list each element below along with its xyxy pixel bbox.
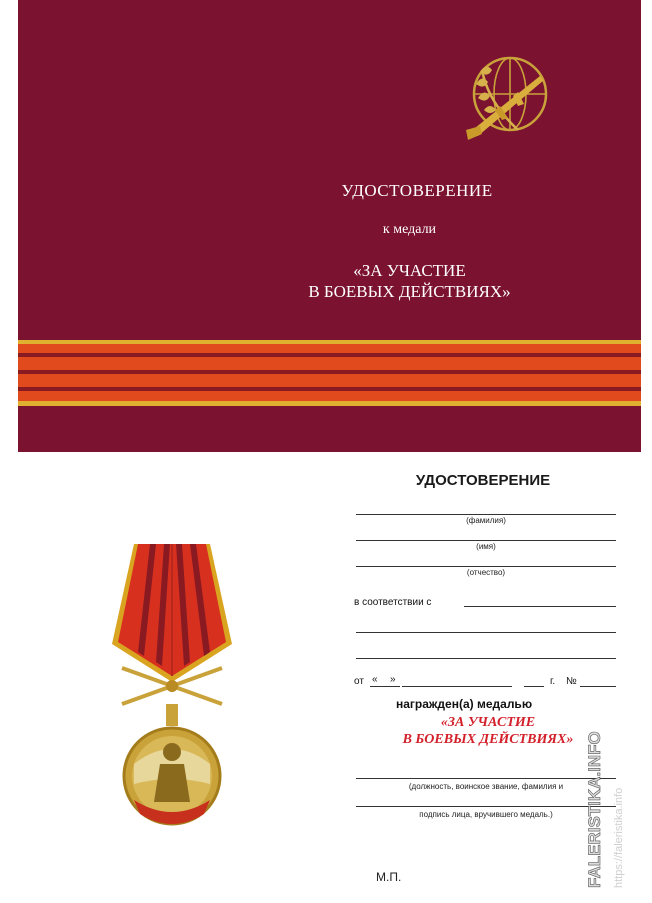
form-title: УДОСТОВЕРЕНИЕ	[415, 472, 551, 489]
patronymic-field-line[interactable]	[356, 566, 616, 567]
patronymic-caption: (отчество)	[466, 568, 506, 577]
cover-title: УДОСТОВЕРЕНИЕ	[341, 181, 493, 200]
year-label: г.	[550, 676, 556, 687]
watermark-secondary-text: https://faleristika.info	[613, 787, 625, 888]
name-field-line[interactable]	[356, 540, 616, 541]
according-to-field-line[interactable]	[464, 606, 616, 607]
inner-medal-name	[378, 714, 598, 748]
position-caption: (должность, воинское звание, фамилия и	[408, 782, 564, 791]
certificate-cover	[18, 0, 641, 452]
date-day-field-line[interactable]	[370, 686, 400, 687]
watermark-url-icon	[608, 710, 628, 890]
number-field-line[interactable]	[580, 686, 616, 687]
date-month-field-line[interactable]	[402, 686, 512, 687]
signature-field-line[interactable]	[356, 806, 616, 807]
name-caption: (имя)	[476, 542, 496, 551]
cover-medal-name	[18, 260, 641, 302]
globe-rifle-emblem-icon	[458, 52, 554, 142]
surname-field-line[interactable]	[356, 514, 616, 515]
date-quote-open: «	[372, 674, 378, 685]
inner-medal-line1: «ЗА УЧАСТИЕ	[440, 715, 536, 730]
date-year-field-line[interactable]	[524, 686, 544, 687]
seal-place-label: М.П.	[376, 870, 402, 884]
certificate-inner-page	[18, 460, 636, 903]
cover-ribbon-stripes	[18, 340, 641, 406]
cover-medal-line2: В БОЕВЫХ ДЕЙСТВИЯХ»	[308, 282, 511, 301]
number-label: №	[566, 676, 577, 687]
cover-medal-line1: «ЗА УЧАСТИЕ	[353, 261, 466, 280]
surname-caption: (фамилия)	[466, 516, 506, 525]
cover-subtitle: к медали	[382, 222, 437, 237]
signature-caption: подпись лица, вручившего медаль.)	[419, 810, 553, 819]
watermark-logo-icon	[584, 690, 606, 890]
position-field-line[interactable]	[356, 778, 616, 779]
awarded-label: награжден(а) медалью	[396, 697, 533, 711]
watermark-primary-text: FALERISTIKA.INFO	[585, 731, 604, 888]
according-to-field-line-3[interactable]	[356, 658, 616, 659]
according-to-label: в соответствии с	[354, 597, 432, 608]
according-to-field-line-2[interactable]	[356, 632, 616, 633]
date-from-label: от	[354, 676, 364, 687]
inner-medal-line2: В БОЕВЫХ ДЕЙСТВИЯХ»	[402, 732, 574, 747]
medal-illustration-icon	[104, 544, 240, 830]
date-quote-close: »	[390, 674, 396, 685]
